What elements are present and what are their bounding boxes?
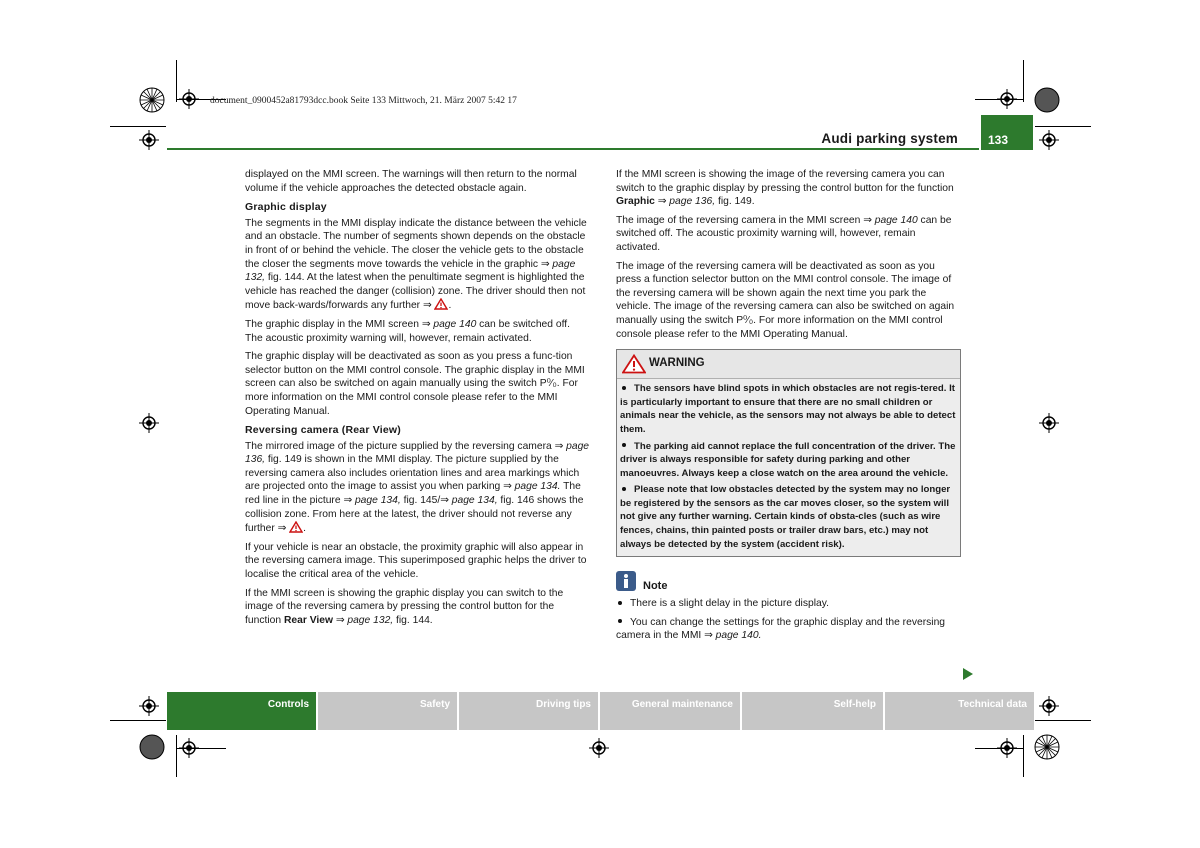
registration-mark-icon	[1039, 130, 1059, 150]
tab-general-maintenance[interactable]	[600, 692, 740, 730]
registration-mark-icon	[139, 413, 159, 433]
page-reference-link[interactable]: page 140	[874, 214, 918, 226]
crop-line	[176, 735, 177, 777]
note-label: Note	[643, 580, 668, 593]
page-reference-link[interactable]: page 134.	[514, 481, 561, 493]
text: ⇒	[654, 196, 670, 208]
bullet-icon	[622, 386, 626, 390]
tab-label: General maintenance	[631, 699, 733, 710]
left-column	[245, 168, 590, 632]
paragraph: The graphic display will be deactivated as soon as you press a func-tion selector button on the MMI control console. The graphic display in the MMI screen can also be switched on again manually using the switch P⁰⁄₀. For more information on the MMI control console please refer to the MMI Operating Manual.	[245, 351, 585, 417]
page-reference-link[interactable]: page 136,	[245, 440, 590, 466]
paragraph	[245, 440, 590, 536]
paragraph: The image of the reversing camera will be deactivated as soon as you press a function selector button on the MMI control console. The image of the reversing camera will be shown again the next time you park the vehicle. The image of the reversing camera can also be switched on again manually using the switch P⁰⁄₀. For more information on the MMI control console please refer to the MMI Operating Manual.	[616, 260, 955, 340]
page-title: Audi parking system	[821, 131, 958, 146]
function-label: Rear View	[283, 614, 333, 626]
text: The sensors have blind spots in which obstacles are not regis-tered. It is particularly important to ensure that there are no small children or animals near the vehicle, as the sensors may not always be able to detect them.	[620, 383, 956, 435]
print-file-info: document_0900452a81793dcc.book Seite 133 Mittwoch, 21. März 2007 5:42 17	[210, 96, 517, 106]
registration-mark-icon	[139, 696, 159, 716]
page-reference-link[interactable]: page 136,	[669, 196, 716, 208]
bullet-icon	[622, 443, 626, 447]
text: .	[448, 300, 452, 312]
text: fig. 144. At the latest when the penultimate segment is highlighted the vehicle has reached the danger (collision) zone. The driver should then not move back-wards/forwards any further ⇒	[245, 272, 586, 312]
text: Please note that low obstacles detected by the system may no longer be registered by the sensors as the car moves closer, so the system will not give any further warning. Certain kinds of obsta-cles (such as wire fences, chains, thin painted posts or trailer draw bars, etc.) may not always be detected by the system (accident risk).	[620, 484, 951, 550]
registration-mark-icon	[179, 738, 199, 758]
warning-item	[620, 440, 956, 481]
text: The image of the reversing camera in the MMI screen ⇒	[616, 214, 875, 226]
warning-label: WARNING	[649, 357, 705, 370]
paragraph	[245, 587, 590, 628]
tab-driving-tips[interactable]	[459, 692, 598, 730]
paragraph: If your vehicle is near an obstacle, the proximity graphic will also appear in the reversing camera image. This superimposed graphic helps the driver to localise the critical area of the vehicle.	[245, 541, 587, 581]
note-header	[616, 571, 961, 595]
warning-triangle-icon	[622, 354, 646, 374]
text: fig. 144.	[393, 614, 433, 626]
tab-safety[interactable]	[318, 692, 457, 730]
page-reference-link[interactable]: page 134,	[354, 495, 401, 507]
text: If the MMI screen is showing the graphic display you can switch to the image of the reversing camera by pressing the control button for the function	[245, 587, 564, 626]
warning-triangle-icon[interactable]	[434, 298, 448, 310]
tab-label: Self-help	[833, 699, 876, 710]
registration-mark-icon	[1039, 413, 1059, 433]
registration-mark-icon	[589, 738, 609, 758]
text: can be switched off. The acoustic proximity warning will, however, remain activated.	[245, 318, 570, 344]
text: .	[303, 523, 306, 535]
page-reference-link[interactable]: page 140	[433, 318, 477, 330]
text: ⇒	[332, 614, 348, 626]
tab-label: Technical data	[958, 699, 1027, 710]
chapter-nav	[167, 692, 1034, 730]
crop-line	[1035, 126, 1091, 127]
text: The graphic display in the MMI screen ⇒	[245, 318, 434, 330]
tab-label: Driving tips	[535, 699, 591, 710]
page-reference-link[interactable]: page 134,	[451, 495, 498, 507]
text: fig. 146 shows the collision zone. From here at the latest, the driver should not reverse any further ⇒	[245, 495, 584, 535]
text: The segments in the MMI display indicate the distance between the vehicle and an obstacle. The number of segments shown depends on the obstacle in front of or behind the vehicle. The closer the vehicle gets to the obstacle the closer the segments move towards the vehicle in the graphic ⇒	[245, 217, 587, 270]
crop-line	[1023, 735, 1024, 777]
header-rule	[167, 148, 979, 150]
warning-body	[617, 379, 960, 556]
paragraph	[245, 217, 590, 313]
registration-mark-icon	[179, 89, 199, 109]
paragraph: displayed on the MMI screen. The warnings will then return to the normal volume if the vehicle approaches the detected obstacle again.	[245, 169, 577, 194]
section-heading-reversing-camera: Reversing camera (Rear View)	[245, 424, 401, 437]
registration-mark-icon	[997, 89, 1017, 109]
warning-item	[620, 382, 956, 436]
text: can be switched off. The acoustic proximity warning will, however, remain activated.	[616, 214, 952, 253]
text: You can change the settings for the graphic display and the reversing camera in the MMI ⇒	[616, 616, 946, 642]
warning-box	[616, 349, 961, 557]
registration-mark-icon	[1039, 696, 1059, 716]
info-icon	[616, 571, 636, 591]
crop-line	[110, 720, 166, 721]
page-reference-link[interactable]: page 132,	[245, 258, 576, 284]
continue-arrow-icon	[963, 668, 973, 680]
page-reference-link[interactable]: page 132,	[347, 614, 394, 626]
text: The mirrored image of the picture supplied by the reversing camera ⇒	[245, 440, 567, 452]
starburst-mark-icon	[1034, 734, 1060, 760]
text: fig. 145/⇒	[400, 495, 452, 507]
warning-triangle-icon[interactable]	[289, 521, 303, 533]
starburst-mark-icon	[1034, 87, 1060, 113]
text: fig. 149 is shown in the MMI display. The picture supplied by the reversing camera also includes orientation lines and area markings which are projected onto the image to assist you when parking ⇒	[245, 454, 580, 493]
bullet-icon	[622, 487, 626, 491]
registration-mark-icon	[997, 738, 1017, 758]
starburst-mark-icon	[139, 87, 165, 113]
function-label: Graphic	[616, 196, 655, 208]
warning-item	[620, 483, 956, 551]
section-heading-graphic-display: Graphic display	[245, 201, 327, 214]
note-section	[616, 571, 961, 643]
bullet-icon	[618, 619, 622, 623]
tab-controls[interactable]	[167, 692, 316, 730]
note-item	[616, 597, 961, 611]
crop-line	[176, 60, 177, 102]
right-column	[616, 168, 961, 648]
tab-label: Controls	[267, 699, 309, 710]
paragraph	[245, 318, 590, 345]
tab-self-help[interactable]	[742, 692, 883, 730]
tab-technical-data[interactable]	[885, 692, 1034, 730]
tab-label: Safety	[419, 699, 450, 710]
page-reference-link[interactable]: page 140.	[715, 630, 762, 642]
crop-line	[1023, 60, 1024, 102]
note-item	[616, 616, 961, 643]
starburst-mark-icon	[139, 734, 165, 760]
page-number: 133	[988, 133, 1009, 147]
paragraph	[616, 214, 961, 255]
text: The parking aid cannot replace the full concentration of the driver. The driver is always responsible for safety during parking and other manoeuvres. Always keep a close watch on the area around the vehicle.	[620, 440, 956, 479]
warning-header	[617, 350, 960, 379]
registration-mark-icon	[139, 130, 159, 150]
text: The red line in the picture ⇒	[245, 481, 581, 507]
paragraph	[616, 168, 961, 209]
crop-line	[1035, 720, 1091, 721]
page-number-box	[981, 115, 1033, 150]
text: There is a slight delay in the picture display.	[630, 598, 829, 610]
crop-line	[110, 126, 166, 127]
text: fig. 149.	[715, 196, 755, 208]
text: If the MMI screen is showing the image of the reversing camera you can switch to the graphic display by pressing the control button for the function	[616, 169, 954, 194]
bullet-icon	[618, 601, 622, 605]
